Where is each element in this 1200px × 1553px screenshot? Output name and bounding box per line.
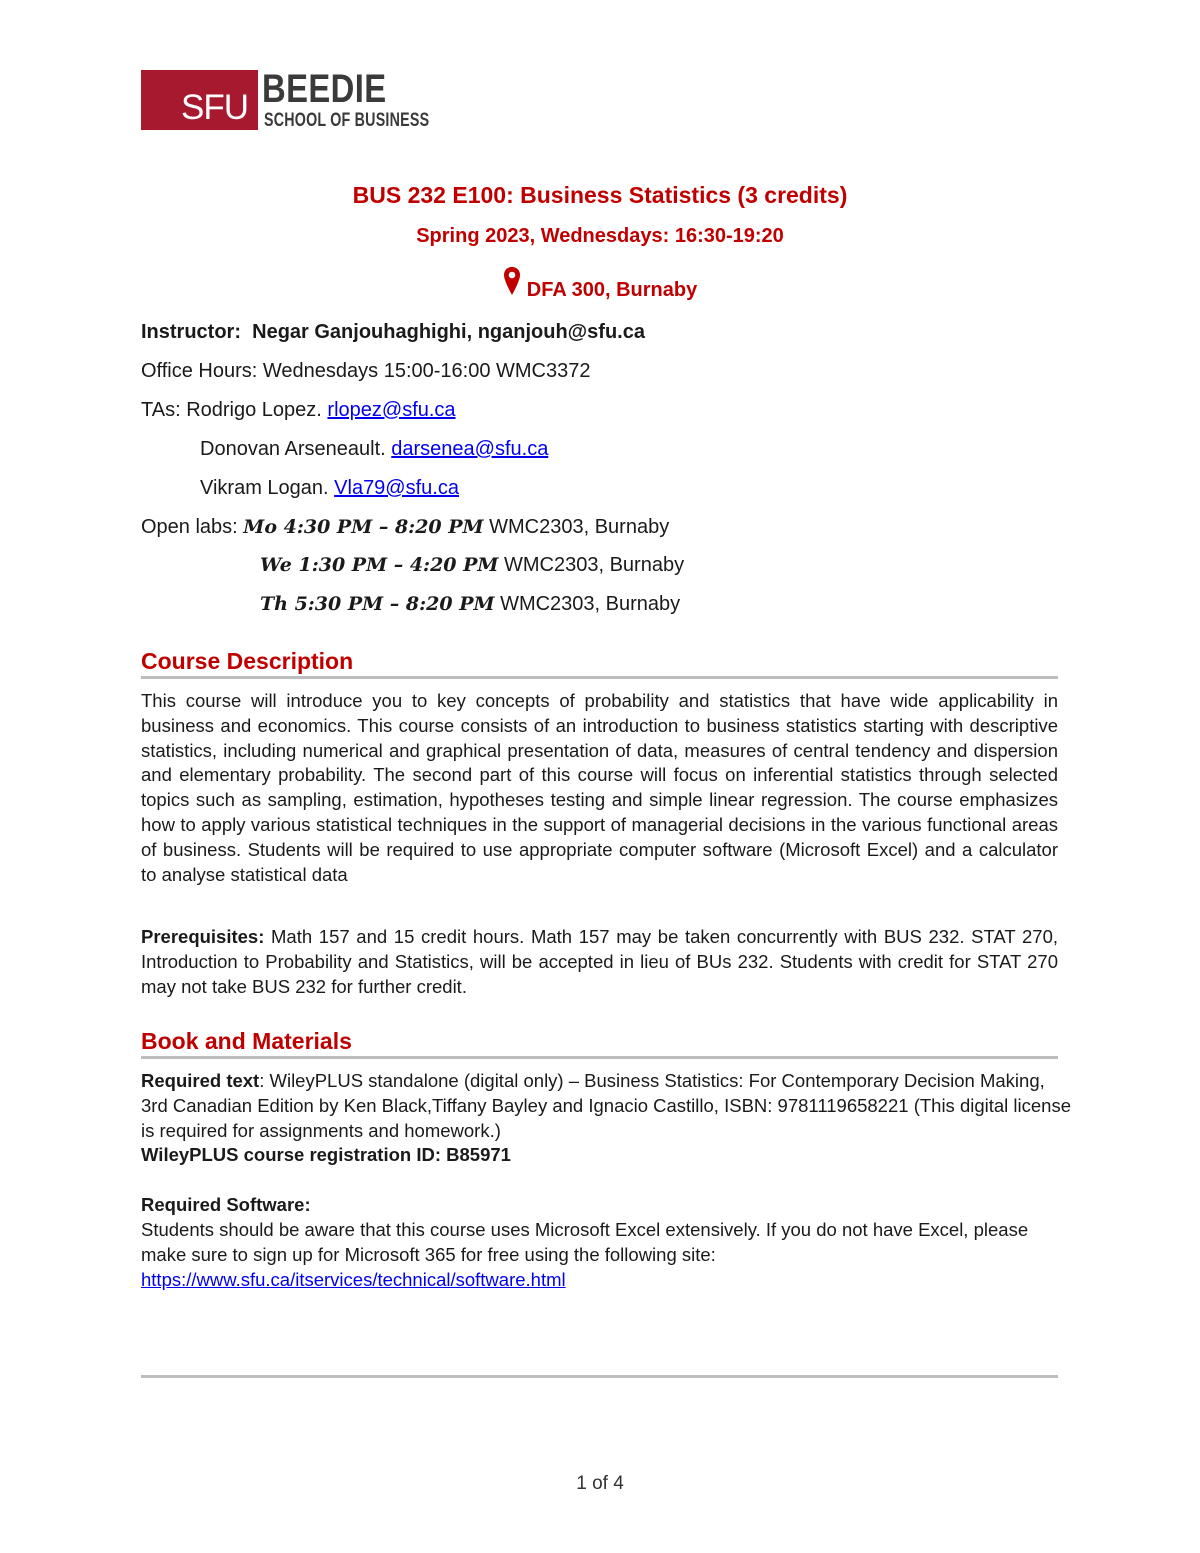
- section-divider: [141, 1056, 1058, 1059]
- location-text: DFA 300, Burnaby: [526, 279, 698, 301]
- required-text: [141, 1069, 1071, 1143]
- section-divider: [141, 676, 1058, 679]
- open-labs-label: Open labs:: [141, 516, 238, 538]
- required-software-label: Required Software:: [141, 1194, 311, 1215]
- logo-sfu-mark: SFU: [181, 88, 248, 127]
- required-text-body: : WileyPLUS standalone (digital only) – Business Statistics: For Contemporary Decision Making, 3rd Canadian Edition by Ken Black,Tiffany Bayley and Ignacio Castillo, ISBN: 9781119658221 (This digital license is required for assignments and homework.): [141, 1070, 1072, 1141]
- instructor-label: Instructor:: [141, 321, 241, 343]
- course-description-heading: Course Description: [141, 648, 354, 674]
- prerequisites-text: Math 157 and 15 credit hours. Math 157 may be taken concurrently with BUS 232. STAT 270, Introduction to Probability and Statistics, will be accepted in lieu of BUs 232. Students with credit for STAT 270 may not take BUS 232 for further credit.: [141, 926, 1058, 997]
- ta-name: Donovan Arseneault.: [200, 438, 386, 460]
- ta-name: Vikram Logan.: [200, 477, 329, 499]
- open-lab-line-3: [260, 592, 680, 616]
- open-lab-line-1: [141, 515, 669, 539]
- ta-line-1: [141, 398, 456, 422]
- lab-time: Th 5:30 PM – 8:20 PM: [260, 593, 495, 615]
- course-term: Spring 2023, Wednesdays: 16:30-19:20: [416, 225, 784, 247]
- logo-subtitle: SCHOOL OF BUSINESS: [264, 110, 430, 131]
- map-pin-icon: [503, 266, 521, 302]
- course-location: [0, 266, 1200, 302]
- prerequisites-label: Prerequisites:: [141, 926, 265, 947]
- prerequisites: [141, 925, 1058, 999]
- lab-place: WMC2303, Burnaby: [500, 593, 681, 615]
- logo-name: BEEDIE: [262, 67, 387, 111]
- instructor-line: [141, 320, 645, 344]
- office-hours: Office Hours: Wednesdays 15:00-16:00 WMC3372: [141, 360, 591, 382]
- ta-line-2: [200, 437, 548, 461]
- lab-place: WMC2303, Burnaby: [489, 516, 670, 538]
- beedie-logo: [141, 67, 451, 132]
- tas-label: TAs:: [141, 399, 181, 421]
- ta-name: Rodrigo Lopez.: [186, 399, 322, 421]
- required-text-label: Required text: [141, 1070, 260, 1091]
- instructor-value: Negar Ganjouhaghighi, nganjouh@sfu.ca: [252, 321, 645, 343]
- registration-id: WileyPLUS course registration ID: B85971: [141, 1144, 511, 1165]
- ta-line-3: [200, 476, 459, 500]
- course-title: BUS 232 E100: Business Statistics (3 credits): [352, 182, 848, 208]
- required-software-text: [141, 1218, 1071, 1292]
- lab-place: WMC2303, Burnaby: [504, 554, 685, 576]
- lab-time: Mo 4:30 PM – 8:20 PM: [243, 516, 484, 538]
- footer-divider: [141, 1375, 1058, 1378]
- ta-email-link[interactable]: rlopez@sfu.ca: [327, 399, 456, 421]
- course-description-body: This course will introduce you to key concepts of probability and statistics that have wide applicability in business and economics. This course consists of an introduction to business statistics starting with descriptive statistics, including numerical and graphical presentation of data, measures of central tendency and dispersion and elementary probability. The second part of this course will focus on inferential statistics through selected topics such as sampling, estimation, hypotheses testing and simple linear regression. The course emphasizes how to apply various statistical techniques in the support of managerial decisions in the various functional areas of business. Students will be required to use appropriate computer software (Microsoft Excel) and a calculator to analyse statistical data: [141, 690, 1058, 885]
- software-text: Students should be aware that this course uses Microsoft Excel extensively. If you do not have Excel, please make sure to sign up for Microsoft 365 for free using the following site:: [141, 1219, 1029, 1265]
- ta-email-link[interactable]: darsenea@sfu.ca: [391, 438, 549, 460]
- lab-time: We 1:30 PM – 4:20 PM: [260, 554, 499, 576]
- software-link[interactable]: https://www.sfu.ca/itservices/technical/software.html: [141, 1268, 566, 1290]
- ta-email-link[interactable]: Vla79@sfu.ca: [334, 477, 459, 499]
- open-lab-line-2: [260, 553, 684, 577]
- page-number: 1 of 4: [576, 1473, 624, 1494]
- book-materials-heading: Book and Materials: [141, 1028, 352, 1054]
